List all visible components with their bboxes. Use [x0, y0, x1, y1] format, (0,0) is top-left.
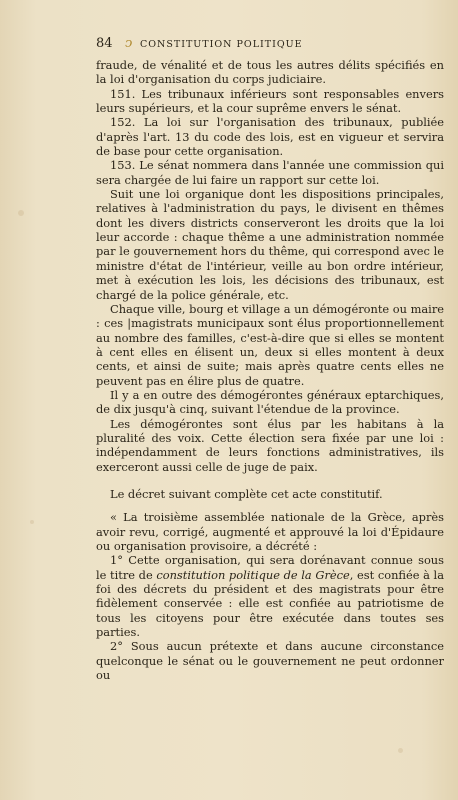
paragraph: 152. La loi sur l'organisation des tribunaux, publiée d'après l'art. 13 du code des lois, est en vigueur et servira de base pour cette organisation.	[96, 115, 444, 159]
spacer	[96, 501, 444, 510]
page-header	[96, 36, 436, 56]
paper-stain	[30, 520, 34, 524]
decree-article-2: 2° Sous aucun prétexte et dans aucune circonstance quelconque le sénat ou le gouvernement ne peut ordonner ou	[96, 639, 444, 683]
paragraph: Il y a en outre des démogérontes généraux eptarchiques, de dix jusqu'à cinq, suivant l'étendue de la province.	[96, 387, 444, 417]
paragraph: 153. Le sénat nommera dans l'année une commission qui sera chargée de lui faire un rapport sur cette loi.	[96, 158, 444, 187]
paragraph: Suit une loi organique dont les dispositions principales, relatives à l'administration du pays, le divisent en thêmes dont les divers districts conserveront les droits que la loi leur accorde : chaque thême a une administration nommée par le gouvernement hors du thême, qui correspond avec le ministre d'état de l'intérieur, veille au bon ordre intérieur, met à exécution les lois, les décisions des tribunaux, est chargé de la police générale, etc.	[96, 187, 444, 302]
decree-intro: Le décret suivant complète cet acte constitutif.	[110, 486, 383, 501]
paper-stain	[398, 748, 403, 753]
decree-opening: « La troisième assemblée nationale de la Grèce, après avoir revu, corrigé, augmenté et approuvé la loi d'Épidaure ou organisation provisoire, a décrété :	[96, 510, 444, 553]
spacer	[96, 474, 444, 487]
paragraph: Chaque ville, bourg et village a un démogéronte ou maire : ces |magistrats municipaux sont élus proportionnellement au nombre des familles, c'est-à-dire que si elles se montent à cent elles en élisent un, deux si elles montent à deux cents, et ainsi de suite; mais après quatre cents elles ne peuvent pas en élire plus de quatre.	[96, 301, 445, 388]
paragraph: 151. Les tribunaux inférieurs sont responsables envers leurs supérieurs, et la cour suprême envers le sénat.	[96, 86, 444, 116]
decree-article-1	[96, 553, 444, 639]
page-body	[96, 58, 444, 682]
ink-mark: ↄ	[125, 36, 134, 51]
paragraph: fraude, de vénalité et de tous les autres délits spécifiés en la loi d'organisation du corps judiciaire.	[96, 58, 444, 87]
paragraph: Les démogérontes sont élus par les habitans à la pluralité des voix. Cette élection sera fixée par une loi : indépendamment de leurs fonctions administratives, ils exerceront aussi celle de juge de paix.	[96, 416, 444, 474]
constitution-title: constitution politique de la Grèce	[156, 567, 350, 582]
article-1-text: 1° Cette organisation, qui sera dorénavant connue sous le titre de	[96, 553, 444, 582]
page-number: 84	[96, 36, 113, 51]
article-1-text-continued: , est confiée à la foi des décrets du président et des magistrats pour être fidèlement conservée : elle est confiée au patriotisme de tous les citoyens pour être exécutée dans toutes ses parties.	[96, 567, 444, 640]
running-head: CONSTITUTION POLITIQUE	[140, 39, 303, 50]
paper-stain	[18, 210, 24, 216]
